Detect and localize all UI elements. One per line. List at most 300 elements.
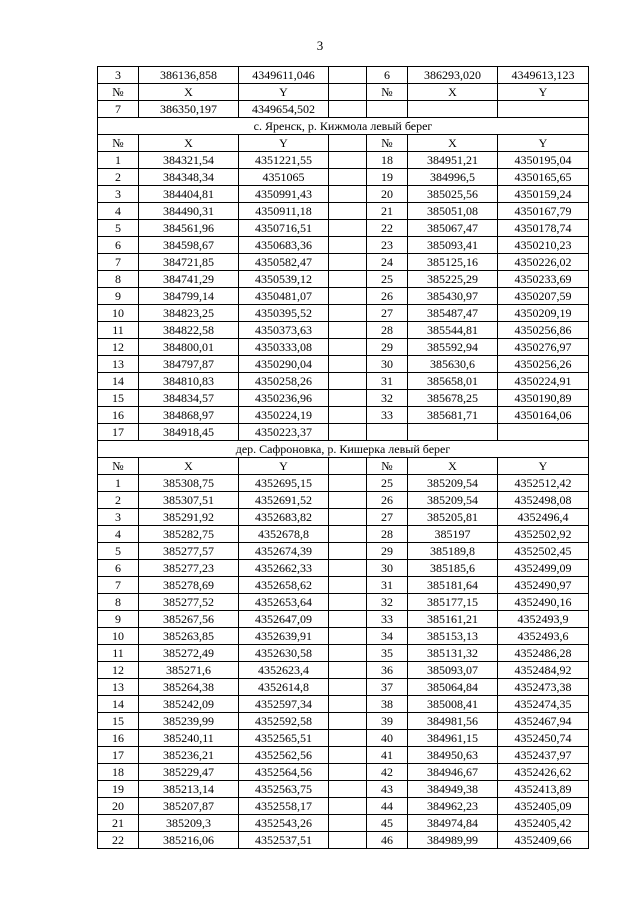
right-number-cell: 43 — [367, 781, 408, 798]
right-x-cell: 385008,41 — [408, 696, 498, 713]
header-row — [98, 458, 589, 475]
left-y-cell: 4350582,47 — [239, 254, 329, 271]
right-x-cell: 385161,21 — [408, 611, 498, 628]
right-number-cell: 25 — [367, 475, 408, 492]
right-y-cell: 4350209,19 — [498, 305, 589, 322]
left-number-cell: 6 — [98, 237, 139, 254]
table-row — [98, 220, 589, 237]
left-x-cell: 385239,99 — [139, 713, 239, 730]
left-number-cell: 10 — [98, 628, 139, 645]
header-left-y-cell: Y — [239, 135, 329, 152]
right-x-cell: 385209,54 — [408, 475, 498, 492]
left-number-cell: 18 — [98, 764, 139, 781]
left-x-cell: 384721,85 — [139, 254, 239, 271]
spacer-cell — [329, 356, 367, 373]
right-y-cell: 4352493,6 — [498, 628, 589, 645]
right-y-cell: 4352467,94 — [498, 713, 589, 730]
right-number-cell: 31 — [367, 577, 408, 594]
right-x-cell: 385197 — [408, 526, 498, 543]
right-x-cell: 385544,81 — [408, 322, 498, 339]
right-number-cell: 39 — [367, 713, 408, 730]
left-number-cell: 16 — [98, 730, 139, 747]
left-y-cell: 4349611,046 — [239, 67, 329, 84]
table-row — [98, 475, 589, 492]
right-number-cell: 27 — [367, 305, 408, 322]
right-y-cell: 4350178,74 — [498, 220, 589, 237]
right-number-cell: 33 — [367, 407, 408, 424]
right-y-cell: 4350164,06 — [498, 407, 589, 424]
table-row — [98, 815, 589, 832]
right-y-cell: 4352490,97 — [498, 577, 589, 594]
right-number-cell: 21 — [367, 203, 408, 220]
header-left-y-cell: Y — [239, 84, 329, 101]
right-y-cell — [498, 101, 589, 118]
right-number-cell: 22 — [367, 220, 408, 237]
table-row — [98, 611, 589, 628]
spacer-cell — [329, 271, 367, 288]
left-number-cell: 9 — [98, 611, 139, 628]
right-number-cell: 26 — [367, 288, 408, 305]
header-right-x-cell: X — [408, 135, 498, 152]
spacer-cell — [329, 577, 367, 594]
table-row — [98, 203, 589, 220]
right-y-cell: 4352493,9 — [498, 611, 589, 628]
right-number-cell: 20 — [367, 186, 408, 203]
left-y-cell: 4352639,91 — [239, 628, 329, 645]
left-number-cell: 13 — [98, 356, 139, 373]
right-number-cell — [367, 424, 408, 441]
left-y-cell: 4352623,4 — [239, 662, 329, 679]
table-row — [98, 577, 589, 594]
right-y-cell: 4350256,86 — [498, 322, 589, 339]
left-number-cell: 15 — [98, 390, 139, 407]
left-number-cell: 14 — [98, 373, 139, 390]
spacer-cell — [329, 220, 367, 237]
right-number-cell: 18 — [367, 152, 408, 169]
right-x-cell — [408, 101, 498, 118]
right-x-cell: 385177,15 — [408, 594, 498, 611]
left-x-cell: 384797,87 — [139, 356, 239, 373]
left-y-cell: 4352592,58 — [239, 713, 329, 730]
left-number-cell: 17 — [98, 747, 139, 764]
spacer-cell — [329, 254, 367, 271]
right-number-cell: 19 — [367, 169, 408, 186]
right-y-cell: 4352502,92 — [498, 526, 589, 543]
right-x-cell: 385189,8 — [408, 543, 498, 560]
section-title: с. Яренск, р. Кижмола левый берег — [98, 118, 589, 135]
left-y-cell: 4352674,39 — [239, 543, 329, 560]
right-y-cell: 4350226,02 — [498, 254, 589, 271]
left-y-cell: 4352695,15 — [239, 475, 329, 492]
right-x-cell: 385093,41 — [408, 237, 498, 254]
header-left-x-cell: X — [139, 135, 239, 152]
left-number-cell: 17 — [98, 424, 139, 441]
left-y-cell: 4350991,43 — [239, 186, 329, 203]
left-number-cell: 8 — [98, 594, 139, 611]
spacer-cell — [329, 764, 367, 781]
left-y-cell: 4350911,18 — [239, 203, 329, 220]
right-x-cell: 385131,32 — [408, 645, 498, 662]
left-y-cell: 4350290,04 — [239, 356, 329, 373]
left-y-cell: 4352678,8 — [239, 526, 329, 543]
spacer-cell — [329, 475, 367, 492]
table-row — [98, 713, 589, 730]
table-row — [98, 781, 589, 798]
table-row — [98, 152, 589, 169]
left-x-cell: 385277,57 — [139, 543, 239, 560]
right-y-cell: 4349613,123 — [498, 67, 589, 84]
right-y-cell: 4350210,23 — [498, 237, 589, 254]
right-x-cell: 385630,6 — [408, 356, 498, 373]
left-y-cell: 4352683,82 — [239, 509, 329, 526]
right-x-cell: 384981,56 — [408, 713, 498, 730]
right-y-cell: 4350276,97 — [498, 339, 589, 356]
right-number-cell: 44 — [367, 798, 408, 815]
right-x-cell: 385658,01 — [408, 373, 498, 390]
left-number-cell: 13 — [98, 679, 139, 696]
left-y-cell: 4350223,37 — [239, 424, 329, 441]
right-x-cell: 385125,16 — [408, 254, 498, 271]
left-x-cell: 384741,29 — [139, 271, 239, 288]
right-x-cell: 384974,84 — [408, 815, 498, 832]
left-y-cell: 4352565,51 — [239, 730, 329, 747]
right-x-cell: 385067,47 — [408, 220, 498, 237]
spacer-cell — [329, 798, 367, 815]
left-number-cell: 11 — [98, 645, 139, 662]
left-x-cell: 385308,75 — [139, 475, 239, 492]
header-right-x-cell: X — [408, 458, 498, 475]
left-number-cell: 15 — [98, 713, 139, 730]
table-row — [98, 356, 589, 373]
left-x-cell: 384598,67 — [139, 237, 239, 254]
right-x-cell: 385430,97 — [408, 288, 498, 305]
left-x-cell: 384868,97 — [139, 407, 239, 424]
right-number-cell: 28 — [367, 322, 408, 339]
page-number: 3 — [316, 38, 324, 53]
right-y-cell: 4350207,59 — [498, 288, 589, 305]
left-number-cell: 12 — [98, 662, 139, 679]
table-row — [98, 645, 589, 662]
table-row — [98, 679, 589, 696]
right-number-cell: 27 — [367, 509, 408, 526]
table-row — [98, 543, 589, 560]
spacer-cell — [329, 407, 367, 424]
left-y-cell: 4352543,26 — [239, 815, 329, 832]
table-row — [98, 305, 589, 322]
header-right-number-cell: № — [367, 84, 408, 101]
right-x-cell: 385205,81 — [408, 509, 498, 526]
right-y-cell: 4352512,42 — [498, 475, 589, 492]
right-y-cell: 4352499,09 — [498, 560, 589, 577]
table-row — [98, 186, 589, 203]
left-number-cell: 4 — [98, 203, 139, 220]
left-y-cell: 4349654,502 — [239, 101, 329, 118]
right-y-cell — [498, 424, 589, 441]
left-y-cell: 4350539,12 — [239, 271, 329, 288]
spacer-cell — [329, 543, 367, 560]
left-y-cell: 4352562,56 — [239, 747, 329, 764]
table-row — [98, 492, 589, 509]
left-number-cell: 22 — [98, 832, 139, 849]
right-y-cell: 4352473,38 — [498, 679, 589, 696]
left-y-cell: 4350683,36 — [239, 237, 329, 254]
right-y-cell: 4352450,74 — [498, 730, 589, 747]
right-x-cell: 385209,54 — [408, 492, 498, 509]
right-y-cell: 4352496,4 — [498, 509, 589, 526]
spacer-cell — [329, 458, 367, 475]
spacer-cell — [329, 509, 367, 526]
left-y-cell: 4352630,58 — [239, 645, 329, 662]
right-y-cell: 4350165,65 — [498, 169, 589, 186]
right-y-cell: 4352474,35 — [498, 696, 589, 713]
left-x-cell: 384348,34 — [139, 169, 239, 186]
right-y-cell: 4352498,08 — [498, 492, 589, 509]
right-x-cell: 385681,71 — [408, 407, 498, 424]
right-x-cell: 385487,47 — [408, 305, 498, 322]
left-number-cell: 1 — [98, 152, 139, 169]
spacer-cell — [329, 339, 367, 356]
spacer-cell — [329, 645, 367, 662]
spacer-cell — [329, 696, 367, 713]
right-number-cell: 32 — [367, 390, 408, 407]
right-number-cell: 42 — [367, 764, 408, 781]
right-number-cell — [367, 101, 408, 118]
left-number-cell: 16 — [98, 407, 139, 424]
spacer-cell — [329, 305, 367, 322]
right-number-cell: 26 — [367, 492, 408, 509]
right-number-cell: 45 — [367, 815, 408, 832]
right-x-cell: 385592,94 — [408, 339, 498, 356]
right-x-cell: 386293,020 — [408, 67, 498, 84]
right-x-cell: 385181,64 — [408, 577, 498, 594]
left-number-cell: 2 — [98, 169, 139, 186]
left-y-cell: 4352647,09 — [239, 611, 329, 628]
spacer-cell — [329, 152, 367, 169]
table-row — [98, 424, 589, 441]
right-x-cell: 384989,99 — [408, 832, 498, 849]
table-row — [98, 339, 589, 356]
table-row — [98, 696, 589, 713]
spacer-cell — [329, 781, 367, 798]
spacer-cell — [329, 713, 367, 730]
table-row — [98, 730, 589, 747]
left-x-cell: 385307,51 — [139, 492, 239, 509]
right-number-cell: 25 — [367, 271, 408, 288]
header-right-number-cell: № — [367, 135, 408, 152]
right-y-cell: 4350224,91 — [498, 373, 589, 390]
left-x-cell: 384799,14 — [139, 288, 239, 305]
spacer-cell — [329, 832, 367, 849]
left-y-cell: 4350236,96 — [239, 390, 329, 407]
left-x-cell: 385277,52 — [139, 594, 239, 611]
left-number-cell: 7 — [98, 101, 139, 118]
right-x-cell: 385153,13 — [408, 628, 498, 645]
left-x-cell: 385236,21 — [139, 747, 239, 764]
right-number-cell: 6 — [367, 67, 408, 84]
header-left-number-cell: № — [98, 135, 139, 152]
spacer-cell — [329, 662, 367, 679]
table-row — [98, 169, 589, 186]
left-x-cell: 385240,11 — [139, 730, 239, 747]
right-number-cell: 29 — [367, 339, 408, 356]
right-y-cell: 4352484,92 — [498, 662, 589, 679]
spacer-cell — [329, 679, 367, 696]
header-right-x-cell: X — [408, 84, 498, 101]
table-row — [98, 560, 589, 577]
left-number-cell: 10 — [98, 305, 139, 322]
left-y-cell: 4352558,17 — [239, 798, 329, 815]
table-row — [98, 390, 589, 407]
left-y-cell: 4352537,51 — [239, 832, 329, 849]
right-x-cell: 384996,5 — [408, 169, 498, 186]
header-right-number-cell: № — [367, 458, 408, 475]
left-number-cell: 3 — [98, 186, 139, 203]
section-title: дер. Сафроновка, р. Кишерка левый берег — [98, 441, 589, 458]
left-number-cell: 21 — [98, 815, 139, 832]
right-y-cell: 4352502,45 — [498, 543, 589, 560]
right-y-cell: 4352409,66 — [498, 832, 589, 849]
right-number-cell: 40 — [367, 730, 408, 747]
left-number-cell: 3 — [98, 509, 139, 526]
spacer-cell — [329, 611, 367, 628]
spacer-cell — [329, 747, 367, 764]
left-number-cell: 1 — [98, 475, 139, 492]
left-x-cell: 384321,54 — [139, 152, 239, 169]
spacer-cell — [329, 84, 367, 101]
left-number-cell: 5 — [98, 543, 139, 560]
spacer-cell — [329, 730, 367, 747]
left-x-cell: 385267,56 — [139, 611, 239, 628]
right-number-cell: 29 — [367, 543, 408, 560]
right-y-cell: 4352437,97 — [498, 747, 589, 764]
left-y-cell: 4352658,62 — [239, 577, 329, 594]
spacer-cell — [329, 237, 367, 254]
table-row — [98, 254, 589, 271]
spacer-cell — [329, 526, 367, 543]
table-row — [98, 407, 589, 424]
right-number-cell: 30 — [367, 560, 408, 577]
right-x-cell: 385678,25 — [408, 390, 498, 407]
left-x-cell: 384404,81 — [139, 186, 239, 203]
spacer-cell — [329, 169, 367, 186]
spacer-cell — [329, 288, 367, 305]
left-x-cell: 385229,47 — [139, 764, 239, 781]
left-x-cell: 385291,92 — [139, 509, 239, 526]
left-x-cell: 384800,01 — [139, 339, 239, 356]
left-number-cell: 20 — [98, 798, 139, 815]
right-x-cell: 384951,21 — [408, 152, 498, 169]
right-number-cell: 28 — [367, 526, 408, 543]
left-x-cell: 385278,69 — [139, 577, 239, 594]
left-y-cell: 4352564,56 — [239, 764, 329, 781]
right-y-cell: 4350256,26 — [498, 356, 589, 373]
left-x-cell: 384822,58 — [139, 322, 239, 339]
spacer-cell — [329, 424, 367, 441]
right-number-cell: 35 — [367, 645, 408, 662]
table-row — [98, 526, 589, 543]
left-y-cell: 4350481,07 — [239, 288, 329, 305]
left-y-cell: 4350224,19 — [239, 407, 329, 424]
left-number-cell: 12 — [98, 339, 139, 356]
section-title-row — [98, 118, 589, 135]
right-x-cell: 385185,6 — [408, 560, 498, 577]
right-y-cell: 4350159,24 — [498, 186, 589, 203]
left-y-cell: 4350373,63 — [239, 322, 329, 339]
left-x-cell: 384834,57 — [139, 390, 239, 407]
header-right-y-cell: Y — [498, 84, 589, 101]
spacer-cell — [329, 560, 367, 577]
right-y-cell: 4352426,62 — [498, 764, 589, 781]
spacer-cell — [329, 135, 367, 152]
left-x-cell: 384823,25 — [139, 305, 239, 322]
left-number-cell: 9 — [98, 288, 139, 305]
left-number-cell: 4 — [98, 526, 139, 543]
right-x-cell: 384950,63 — [408, 747, 498, 764]
table-row — [98, 764, 589, 781]
left-number-cell: 7 — [98, 254, 139, 271]
right-x-cell: 385225,29 — [408, 271, 498, 288]
left-y-cell: 4350333,08 — [239, 339, 329, 356]
table-row — [98, 101, 589, 118]
left-x-cell: 385242,09 — [139, 696, 239, 713]
header-left-x-cell: X — [139, 458, 239, 475]
section-title-row — [98, 441, 589, 458]
left-y-cell: 4350395,52 — [239, 305, 329, 322]
left-x-cell: 385216,06 — [139, 832, 239, 849]
header-left-number-cell: № — [98, 458, 139, 475]
header-left-x-cell: X — [139, 84, 239, 101]
left-y-cell: 4352653,64 — [239, 594, 329, 611]
left-x-cell: 384810,83 — [139, 373, 239, 390]
header-row — [98, 135, 589, 152]
right-x-cell: 385064,84 — [408, 679, 498, 696]
spacer-cell — [329, 101, 367, 118]
coordinates-table-body — [98, 67, 589, 849]
right-y-cell: 4352413,89 — [498, 781, 589, 798]
right-y-cell: 4350190,89 — [498, 390, 589, 407]
table-row — [98, 67, 589, 84]
table-row — [98, 271, 589, 288]
right-y-cell: 4352486,28 — [498, 645, 589, 662]
right-number-cell: 30 — [367, 356, 408, 373]
header-left-y-cell: Y — [239, 458, 329, 475]
table-row — [98, 237, 589, 254]
left-x-cell: 386350,197 — [139, 101, 239, 118]
spacer-cell — [329, 322, 367, 339]
right-y-cell: 4352405,42 — [498, 815, 589, 832]
left-number-cell: 8 — [98, 271, 139, 288]
left-y-cell: 4352691,52 — [239, 492, 329, 509]
right-y-cell: 4350195,04 — [498, 152, 589, 169]
right-x-cell: 384949,38 — [408, 781, 498, 798]
right-y-cell: 4352490,16 — [498, 594, 589, 611]
left-y-cell: 4351065 — [239, 169, 329, 186]
right-number-cell: 38 — [367, 696, 408, 713]
left-x-cell: 385271,6 — [139, 662, 239, 679]
left-y-cell: 4352662,33 — [239, 560, 329, 577]
table-row — [98, 594, 589, 611]
right-x-cell: 385093,07 — [408, 662, 498, 679]
table-row — [98, 509, 589, 526]
spacer-cell — [329, 186, 367, 203]
left-x-cell: 385263,85 — [139, 628, 239, 645]
header-left-number-cell: № — [98, 84, 139, 101]
right-number-cell: 31 — [367, 373, 408, 390]
spacer-cell — [329, 390, 367, 407]
left-y-cell: 4352563,75 — [239, 781, 329, 798]
left-x-cell: 385213,14 — [139, 781, 239, 798]
left-number-cell: 2 — [98, 492, 139, 509]
